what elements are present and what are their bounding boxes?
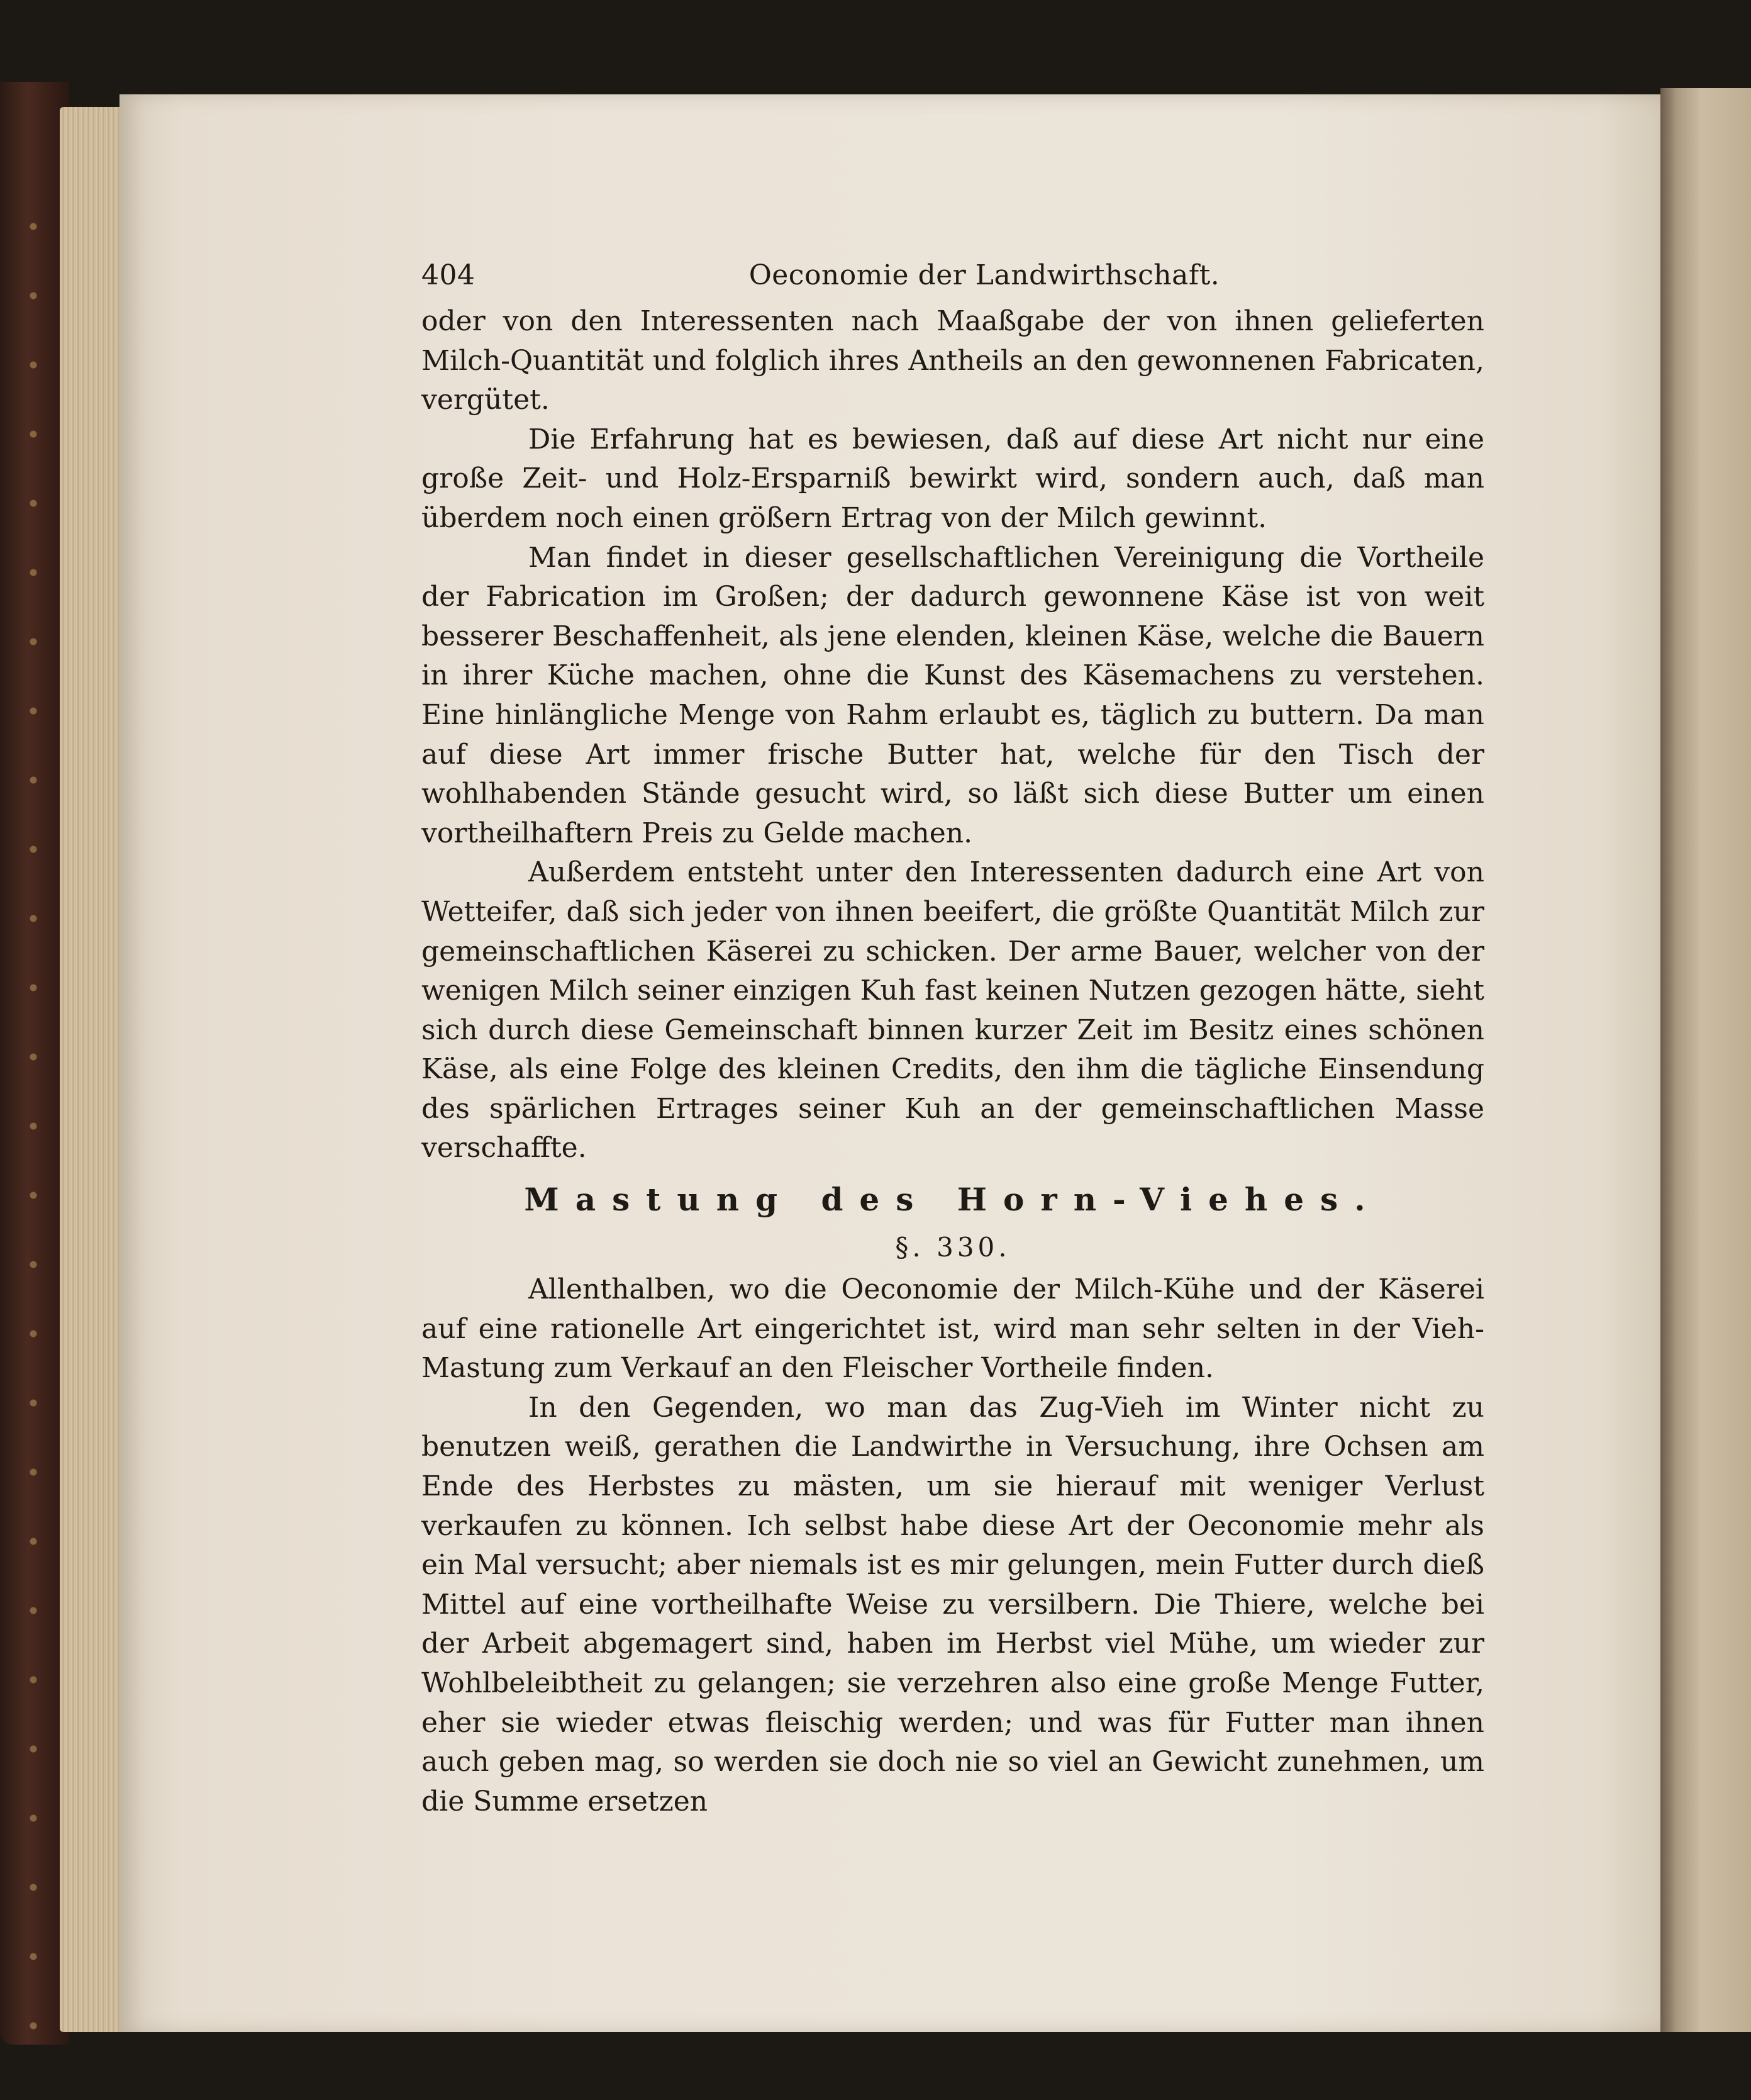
binding-ornament xyxy=(18,208,49,2032)
page-text xyxy=(421,252,1484,1821)
paragraph: Man findet in dieser gesellschaftlichen Vereinigung die Vortheile der Fabrication im Großen; der dadurch gewonnene Käse ist von weit besserer Beschaffenheit, als jene elenden, kleinen Käse, welche die Bauern in ihrer Küche machen, ohne die Kunst des Käsemachens zu verstehen. Eine hinlängliche Menge von Rahm erlaubt es, täglich zu buttern. Da man auf diese Art immer frische Butter hat, welche für den Tisch der wohlhabenden Stände gesucht wird, so läßt sich diese Butter um einen vortheilhaftern Preis zu Gelde machen. xyxy=(421,541,1484,849)
running-head xyxy=(421,252,1484,302)
section-number: §. 330. xyxy=(895,1232,1011,1263)
running-title: Oeconomie der Landwirthschaft. xyxy=(748,259,1220,291)
paragraph: Die Erfahrung hat es bewiesen, daß auf diese Art nicht nur eine große Zeit- und Holz-Ersparniß bewirkt wird, sondern auch, daß man überdem noch einen größern Ertrag von der Milch gewinnt. xyxy=(421,423,1484,534)
section-heading: Mastung des Horn-Viehes. xyxy=(524,1181,1382,1219)
paragraph: In den Gegenden, wo man das Zug-Vieh im Winter nicht zu benutzen weiß, gerathen die Landwirthe in Versuchung, ihre Ochsen am Ende des Herbstes zu mästen, um sie hierauf mit weniger Verlust verkaufen zu können. Ich selbst habe diese Art der Oeconomie mehr als ein Mal versucht; aber niemals ist es mir gelungen, mein Futter durch dieß Mittel auf eine vortheilhafte Weise zu versilbern. Die Thiere, welche bei der Arbeit abgemagert sind, haben im Herbst viel Mühe, um wieder zur Wohlbeleibtheit zu gelangen; sie verzehren also eine große Menge Futter, eher sie wieder etwas fleischig werden; und was für Futter man ihnen auch geben mag, so werden sie doch nie so viel an Gewicht zunehmen, um die Summe ersetzen xyxy=(421,1391,1484,1818)
book-binding xyxy=(0,82,69,2045)
paragraph: Außerdem entsteht unter den Interessenten dadurch eine Art von Wetteifer, daß sich jeder von ihnen beeifert, die größte Quantität Milch zur gemeinschaftlichen Käserei zu schicken. Der arme Bauer, welcher von der wenigen Milch seiner einzigen Kuh fast keinen Nutzen gezogen hätte, sieht sich durch diese Gemeinschaft binnen kurzer Zeit im Besitz eines schönen Käse, als eine Folge des kleinen Credits, den ihm die tägliche Einsendung des spärlichen Ertrages seiner Kuh an der gemeinschaftlichen Masse verschaffte. xyxy=(421,856,1484,1164)
paragraph: Allenthalben, wo die Oeconomie der Milch-Kühe und der Käserei auf eine rationelle Art eingerichtet ist, wird man sehr selten in der Vieh-Mastung zum Verkauf an den Fleischer Vortheile finden. xyxy=(421,1273,1484,1385)
facing-page-edge xyxy=(1660,88,1751,2032)
page-number: 404 xyxy=(421,259,475,291)
paragraph: oder von den Interessenten nach Maaßgabe der von ihnen gelieferten Milch-Quantität und folglich ihres Antheils an den gewonnenen Fabricaten, vergütet. xyxy=(421,305,1484,416)
